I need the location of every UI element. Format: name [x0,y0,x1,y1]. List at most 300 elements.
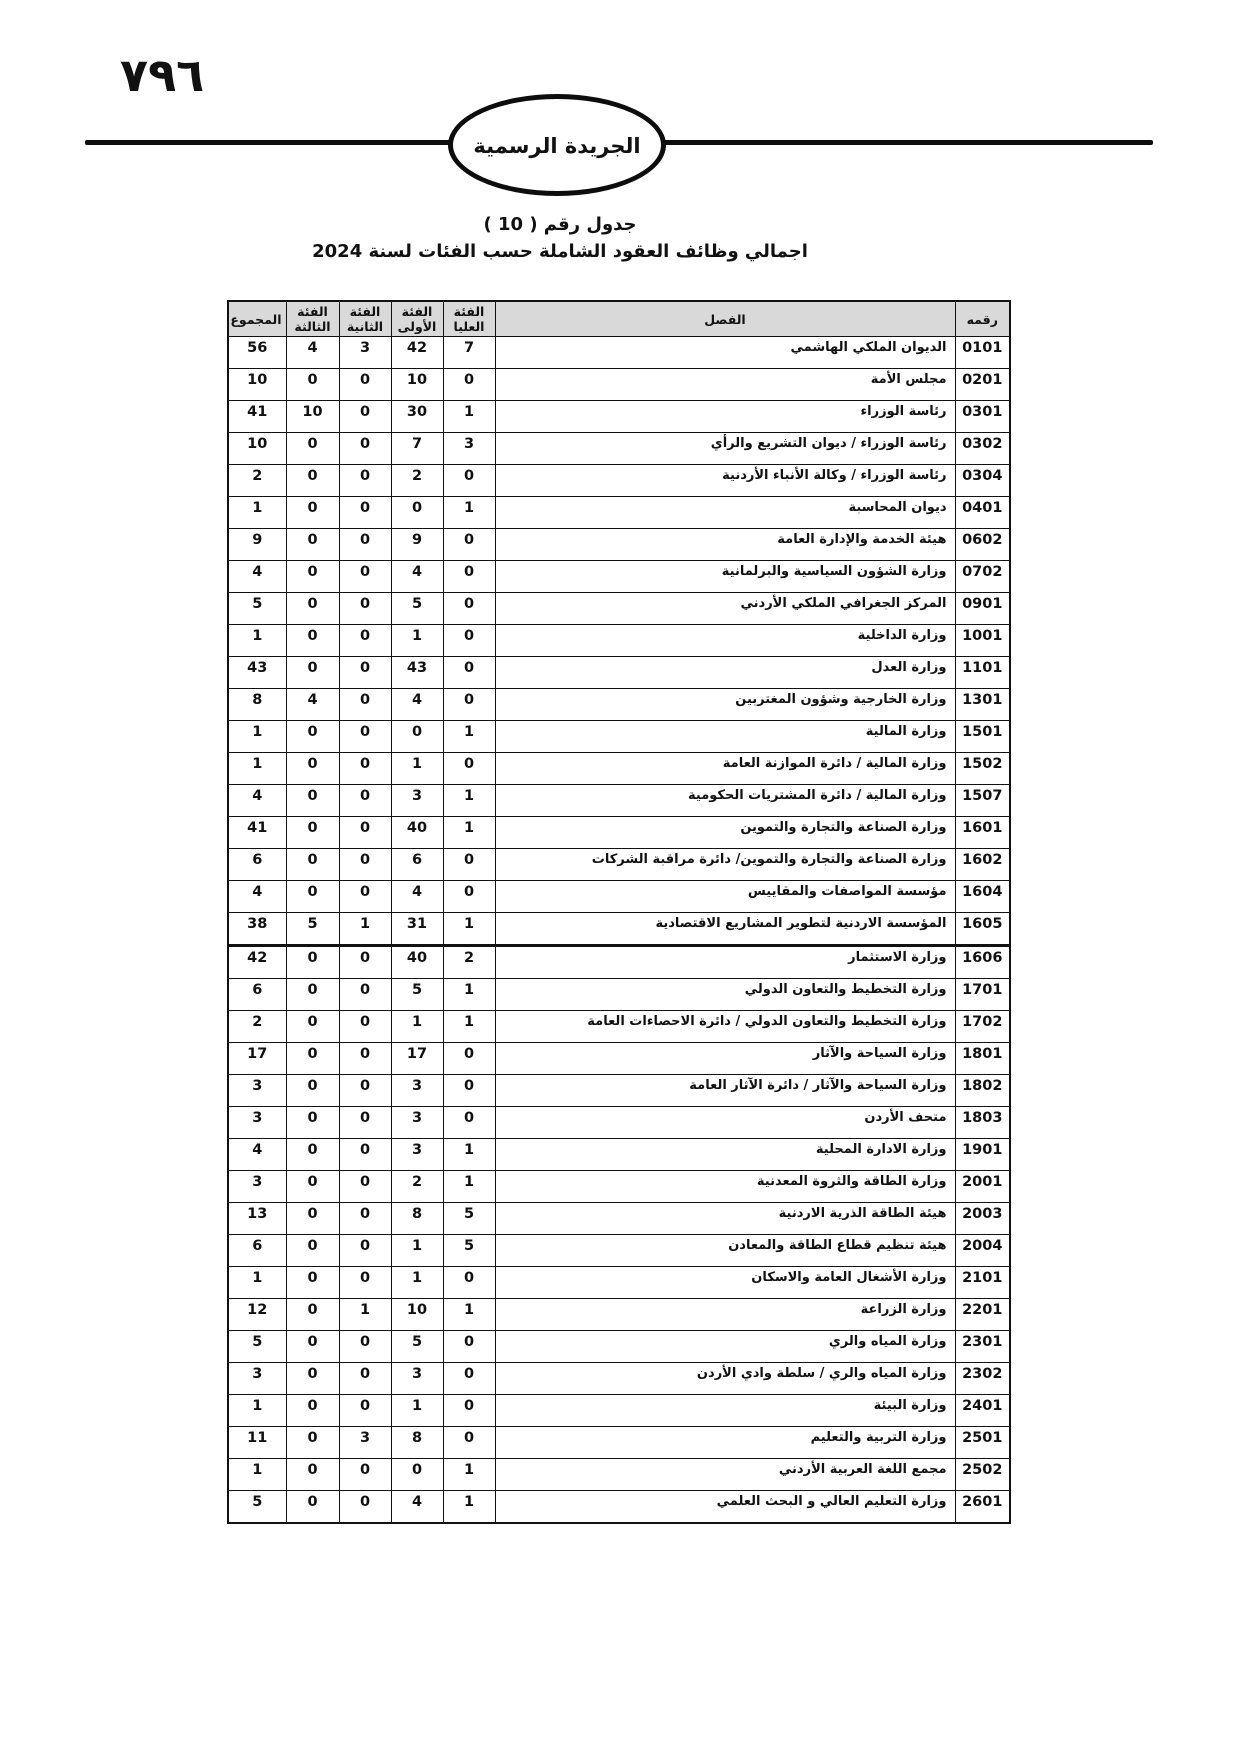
cell-third-category: 0 [286,1427,339,1459]
cell-chapter: وزارة الادارة المحلية [495,1139,955,1171]
cell-upper-category: 0 [443,1043,495,1075]
cell-third-category: 0 [286,1075,339,1107]
table-row [228,849,1010,881]
cell-id: 1901 [955,1139,1010,1171]
cell-id: 0702 [955,561,1010,593]
cell-third-category: 0 [286,465,339,497]
cell-chapter: وزارة البيئة [495,1395,955,1427]
cell-second-category: 0 [339,1267,391,1299]
cell-first-category: 0 [391,721,443,753]
cell-upper-category: 5 [443,1235,495,1267]
cell-total: 3 [228,1107,286,1139]
cell-upper-category: 2 [443,946,495,979]
cell-upper-category: 0 [443,1107,495,1139]
cell-third-category: 0 [286,721,339,753]
cell-total: 1 [228,753,286,785]
cell-upper-category: 0 [443,625,495,657]
table-row [228,721,1010,753]
cell-second-category: 0 [339,561,391,593]
cell-id: 0302 [955,433,1010,465]
cell-id: 2601 [955,1491,1010,1524]
cell-third-category: 0 [286,1203,339,1235]
cell-total: 6 [228,1235,286,1267]
table-row [228,785,1010,817]
cell-total: 8 [228,689,286,721]
cell-first-category: 40 [391,817,443,849]
cell-chapter: وزارة السياحة والآثار [495,1043,955,1075]
cell-third-category: 0 [286,1171,339,1203]
table-row [228,1491,1010,1524]
cell-third-category: 0 [286,849,339,881]
cell-first-category: 4 [391,881,443,913]
cell-third-category: 0 [286,529,339,561]
cell-id: 1803 [955,1107,1010,1139]
header-second-category: الفئة الثانية [339,301,391,337]
cell-chapter: وزارة الزراعة [495,1299,955,1331]
table-header [228,301,1010,337]
cell-third-category: 0 [286,657,339,689]
cell-id: 1502 [955,753,1010,785]
cell-chapter: مؤسسة المواصفات والمقاييس [495,881,955,913]
table-row [228,817,1010,849]
cell-upper-category: 0 [443,881,495,913]
cell-chapter: وزارة التخطيط والتعاون الدولي / دائرة الاحصاءات العامة [495,1011,955,1043]
cell-third-category: 4 [286,337,339,369]
cell-total: 1 [228,1267,286,1299]
cell-first-category: 43 [391,657,443,689]
cell-first-category: 5 [391,979,443,1011]
header-upper-category: الفئة العليا [443,301,495,337]
cell-third-category: 0 [286,561,339,593]
cell-id: 0101 [955,337,1010,369]
cell-first-category: 30 [391,401,443,433]
cell-total: 4 [228,1139,286,1171]
cell-total: 38 [228,913,286,946]
cell-first-category: 1 [391,1235,443,1267]
table-row [228,657,1010,689]
cell-total: 41 [228,401,286,433]
cell-first-category: 4 [391,689,443,721]
cell-total: 17 [228,1043,286,1075]
cell-upper-category: 0 [443,1363,495,1395]
cell-first-category: 3 [391,1075,443,1107]
cell-second-category: 0 [339,721,391,753]
cell-third-category: 5 [286,913,339,946]
cell-chapter: وزارة العدل [495,657,955,689]
cell-chapter: وزارة المالية [495,721,955,753]
cell-upper-category: 0 [443,1267,495,1299]
cell-first-category: 0 [391,1459,443,1491]
cell-total: 5 [228,1331,286,1363]
cell-chapter: وزارة المالية / دائرة الموازنة العامة [495,753,955,785]
table-row [228,913,1010,946]
table-row [228,1267,1010,1299]
cell-third-category: 0 [286,1491,339,1524]
cell-id: 1301 [955,689,1010,721]
cell-first-category: 4 [391,1491,443,1524]
cell-first-category: 0 [391,497,443,529]
cell-chapter: مجمع اللغة العربية الأردني [495,1459,955,1491]
table-row [228,625,1010,657]
table-row [228,1107,1010,1139]
cell-second-category: 0 [339,1395,391,1427]
table-row [228,1139,1010,1171]
table-row [228,1203,1010,1235]
cell-total: 12 [228,1299,286,1331]
cell-third-category: 0 [286,881,339,913]
cell-upper-category: 0 [443,849,495,881]
cell-chapter: ديوان المحاسبة [495,497,955,529]
table-row [228,1427,1010,1459]
cell-first-category: 1 [391,753,443,785]
cell-third-category: 0 [286,946,339,979]
cell-chapter: وزارة الصناعة والتجارة والتموين/ دائرة مراقبة الشركات [495,849,955,881]
table-row [228,1043,1010,1075]
cell-id: 1501 [955,721,1010,753]
table-row [228,1395,1010,1427]
cell-total: 6 [228,979,286,1011]
cell-first-category: 5 [391,593,443,625]
cell-second-category: 0 [339,689,391,721]
cell-upper-category: 1 [443,1491,495,1524]
cell-chapter: المركز الجغرافي الملكي الأردني [495,593,955,625]
table-row [228,979,1010,1011]
cell-third-category: 0 [286,785,339,817]
cell-total: 41 [228,817,286,849]
cell-chapter: المؤسسة الاردنية لتطوير المشاريع الاقتصادية [495,913,955,946]
title-block [0,214,1120,262]
cell-upper-category: 1 [443,1139,495,1171]
cell-id: 1001 [955,625,1010,657]
header-total: المجموع [228,301,286,337]
cell-id: 1702 [955,1011,1010,1043]
cell-first-category: 8 [391,1427,443,1459]
cell-third-category: 0 [286,1139,339,1171]
cell-chapter: هيئة الخدمة والإدارة العامة [495,529,955,561]
table-title: جدول رقم ( 10 ) [483,214,637,235]
cell-upper-category: 0 [443,529,495,561]
header-first-category: الفئة الأولى [391,301,443,337]
table-row [228,753,1010,785]
cell-first-category: 1 [391,1011,443,1043]
cell-upper-category: 1 [443,913,495,946]
cell-second-category: 0 [339,1171,391,1203]
cell-total: 3 [228,1171,286,1203]
table-row [228,401,1010,433]
table-row [228,529,1010,561]
cell-upper-category: 0 [443,561,495,593]
cell-third-category: 0 [286,1043,339,1075]
header-row [228,301,1010,337]
cell-chapter: وزارة المياه والري / سلطة وادي الأردن [495,1363,955,1395]
cell-upper-category: 0 [443,593,495,625]
cell-first-category: 6 [391,849,443,881]
cell-second-category: 0 [339,369,391,401]
cell-chapter: رئاسة الوزراء / وكالة الأنباء الأردنية [495,465,955,497]
cell-total: 3 [228,1363,286,1395]
table-row [228,881,1010,913]
cell-second-category: 1 [339,1299,391,1331]
table-body [228,337,1010,1524]
cell-id: 1606 [955,946,1010,979]
cell-second-category: 0 [339,1107,391,1139]
cell-id: 2001 [955,1171,1010,1203]
cell-second-category: 0 [339,881,391,913]
cell-second-category: 0 [339,433,391,465]
cell-first-category: 3 [391,1107,443,1139]
header-id: رقمه [955,301,1010,337]
cell-second-category: 3 [339,1427,391,1459]
cell-upper-category: 3 [443,433,495,465]
cell-first-category: 7 [391,433,443,465]
cell-chapter: وزارة الطاقة والثروة المعدنية [495,1171,955,1203]
cell-id: 0301 [955,401,1010,433]
cell-second-category: 0 [339,1363,391,1395]
cell-third-category: 0 [286,369,339,401]
header-chapter: الفصل [495,301,955,337]
cell-second-category: 0 [339,1139,391,1171]
cell-id: 0901 [955,593,1010,625]
contracts-table [227,300,1011,1524]
cell-third-category: 0 [286,593,339,625]
cell-second-category: 0 [339,785,391,817]
cell-upper-category: 0 [443,753,495,785]
cell-second-category: 0 [339,1235,391,1267]
cell-total: 2 [228,465,286,497]
cell-id: 2003 [955,1203,1010,1235]
cell-second-category: 0 [339,593,391,625]
cell-third-category: 0 [286,433,339,465]
cell-third-category: 0 [286,625,339,657]
cell-total: 5 [228,1491,286,1524]
cell-total: 1 [228,1395,286,1427]
cell-second-category: 0 [339,1011,391,1043]
cell-id: 2004 [955,1235,1010,1267]
table-row [228,1171,1010,1203]
cell-id: 2501 [955,1427,1010,1459]
cell-upper-category: 0 [443,1427,495,1459]
cell-first-category: 31 [391,913,443,946]
table-row [228,1011,1010,1043]
cell-upper-category: 1 [443,1299,495,1331]
cell-third-category: 0 [286,817,339,849]
cell-id: 0304 [955,465,1010,497]
cell-chapter: وزارة السياحة والآثار / دائرة الآثار العامة [495,1075,955,1107]
cell-second-category: 0 [339,1331,391,1363]
cell-upper-category: 1 [443,497,495,529]
cell-chapter: وزارة الخارجية وشؤون المغتربين [495,689,955,721]
cell-id: 0401 [955,497,1010,529]
cell-chapter: هيئة الطاقة الذرية الاردنية [495,1203,955,1235]
cell-total: 56 [228,337,286,369]
cell-chapter: وزارة الصناعة والتجارة والتموين [495,817,955,849]
cell-total: 1 [228,1459,286,1491]
cell-second-category: 3 [339,337,391,369]
cell-chapter: متحف الأردن [495,1107,955,1139]
cell-upper-category: 1 [443,721,495,753]
cell-second-category: 0 [339,979,391,1011]
cell-second-category: 0 [339,1043,391,1075]
cell-first-category: 3 [391,1139,443,1171]
cell-upper-category: 0 [443,1075,495,1107]
cell-first-category: 1 [391,1395,443,1427]
cell-second-category: 0 [339,1203,391,1235]
cell-total: 43 [228,657,286,689]
cell-total: 1 [228,497,286,529]
cell-total: 1 [228,721,286,753]
cell-second-category: 0 [339,497,391,529]
cell-third-category: 0 [286,979,339,1011]
cell-second-category: 0 [339,465,391,497]
cell-chapter: وزارة المالية / دائرة المشتريات الحكومية [495,785,955,817]
cell-first-category: 17 [391,1043,443,1075]
cell-upper-category: 1 [443,1011,495,1043]
cell-second-category: 0 [339,1491,391,1524]
cell-chapter: وزارة الشؤون السياسية والبرلمانية [495,561,955,593]
cell-first-category: 10 [391,369,443,401]
table-row [228,337,1010,369]
cell-chapter: رئاسة الوزراء / ديوان التشريع والرأي [495,433,955,465]
cell-chapter: وزارة الأشغال العامة والاسكان [495,1267,955,1299]
cell-id: 1507 [955,785,1010,817]
cell-chapter: مجلس الأمة [495,369,955,401]
table-subtitle: اجمالي وظائف العقود الشاملة حسب الفئات لسنة 2024 [312,241,808,262]
cell-first-category: 1 [391,1267,443,1299]
cell-total: 2 [228,1011,286,1043]
cell-id: 0201 [955,369,1010,401]
cell-id: 1701 [955,979,1010,1011]
cell-chapter: وزارة التعليم العالي و البحث العلمي [495,1491,955,1524]
cell-id: 0602 [955,529,1010,561]
cell-total: 1 [228,625,286,657]
cell-first-category: 8 [391,1203,443,1235]
table-row [228,946,1010,979]
cell-total: 4 [228,561,286,593]
cell-total: 5 [228,593,286,625]
cell-upper-category: 0 [443,689,495,721]
cell-id: 1802 [955,1075,1010,1107]
cell-total: 42 [228,946,286,979]
cell-first-category: 10 [391,1299,443,1331]
table-row [228,593,1010,625]
cell-id: 2101 [955,1267,1010,1299]
table-row [228,1235,1010,1267]
cell-total: 13 [228,1203,286,1235]
cell-second-category: 0 [339,401,391,433]
cell-third-category: 0 [286,1395,339,1427]
cell-chapter: هيئة تنظيم قطاع الطاقة والمعادن [495,1235,955,1267]
cell-first-category: 3 [391,1363,443,1395]
cell-second-category: 0 [339,817,391,849]
table-row [228,1299,1010,1331]
cell-second-category: 1 [339,913,391,946]
cell-total: 3 [228,1075,286,1107]
table-row [228,561,1010,593]
cell-third-category: 0 [286,1459,339,1491]
cell-id: 1101 [955,657,1010,689]
table-row [228,1075,1010,1107]
cell-third-category: 0 [286,1235,339,1267]
cell-first-category: 3 [391,785,443,817]
cell-chapter: وزارة التخطيط والتعاون الدولي [495,979,955,1011]
cell-first-category: 2 [391,465,443,497]
cell-id: 2302 [955,1363,1010,1395]
cell-second-category: 0 [339,529,391,561]
cell-third-category: 0 [286,753,339,785]
cell-id: 2401 [955,1395,1010,1427]
cell-upper-category: 0 [443,1331,495,1363]
cell-third-category: 0 [286,1107,339,1139]
cell-third-category: 4 [286,689,339,721]
cell-chapter: الديوان الملكي الهاشمي [495,337,955,369]
cell-second-category: 0 [339,946,391,979]
cell-first-category: 1 [391,625,443,657]
header-third-category: الفئة الثالثة [286,301,339,337]
table-row [228,1363,1010,1395]
cell-chapter: وزارة الاستثمار [495,946,955,979]
gazette-label: الجريدة الرسمية [473,134,641,158]
cell-second-category: 0 [339,625,391,657]
cell-chapter: وزارة المياه والري [495,1331,955,1363]
cell-chapter: وزارة الداخلية [495,625,955,657]
table-row [228,1331,1010,1363]
gazette-ellipse [448,94,666,196]
cell-third-category: 0 [286,1299,339,1331]
cell-id: 1602 [955,849,1010,881]
cell-total: 4 [228,785,286,817]
table-row [228,1459,1010,1491]
cell-second-category: 0 [339,849,391,881]
cell-total: 11 [228,1427,286,1459]
cell-id: 2301 [955,1331,1010,1363]
cell-upper-category: 1 [443,817,495,849]
cell-upper-category: 1 [443,979,495,1011]
cell-first-category: 42 [391,337,443,369]
cell-upper-category: 1 [443,1171,495,1203]
table-row [228,433,1010,465]
cell-third-category: 0 [286,1011,339,1043]
cell-first-category: 4 [391,561,443,593]
cell-id: 1601 [955,817,1010,849]
cell-total: 6 [228,849,286,881]
cell-upper-category: 0 [443,1395,495,1427]
cell-second-category: 0 [339,1075,391,1107]
cell-upper-category: 7 [443,337,495,369]
cell-first-category: 9 [391,529,443,561]
cell-first-category: 5 [391,1331,443,1363]
cell-chapter: وزارة التربية والتعليم [495,1427,955,1459]
cell-second-category: 0 [339,753,391,785]
cell-id: 2201 [955,1299,1010,1331]
cell-second-category: 0 [339,657,391,689]
cell-id: 1801 [955,1043,1010,1075]
cell-id: 1605 [955,913,1010,946]
cell-third-category: 0 [286,1331,339,1363]
cell-total: 10 [228,369,286,401]
cell-third-category: 10 [286,401,339,433]
cell-chapter: رئاسة الوزراء [495,401,955,433]
page-number: ٧٩٦ [120,48,205,102]
cell-upper-category: 0 [443,465,495,497]
table-row [228,369,1010,401]
cell-third-category: 0 [286,1267,339,1299]
cell-third-category: 0 [286,1363,339,1395]
cell-first-category: 2 [391,1171,443,1203]
cell-id: 1604 [955,881,1010,913]
cell-upper-category: 0 [443,369,495,401]
table-row [228,689,1010,721]
cell-upper-category: 5 [443,1203,495,1235]
